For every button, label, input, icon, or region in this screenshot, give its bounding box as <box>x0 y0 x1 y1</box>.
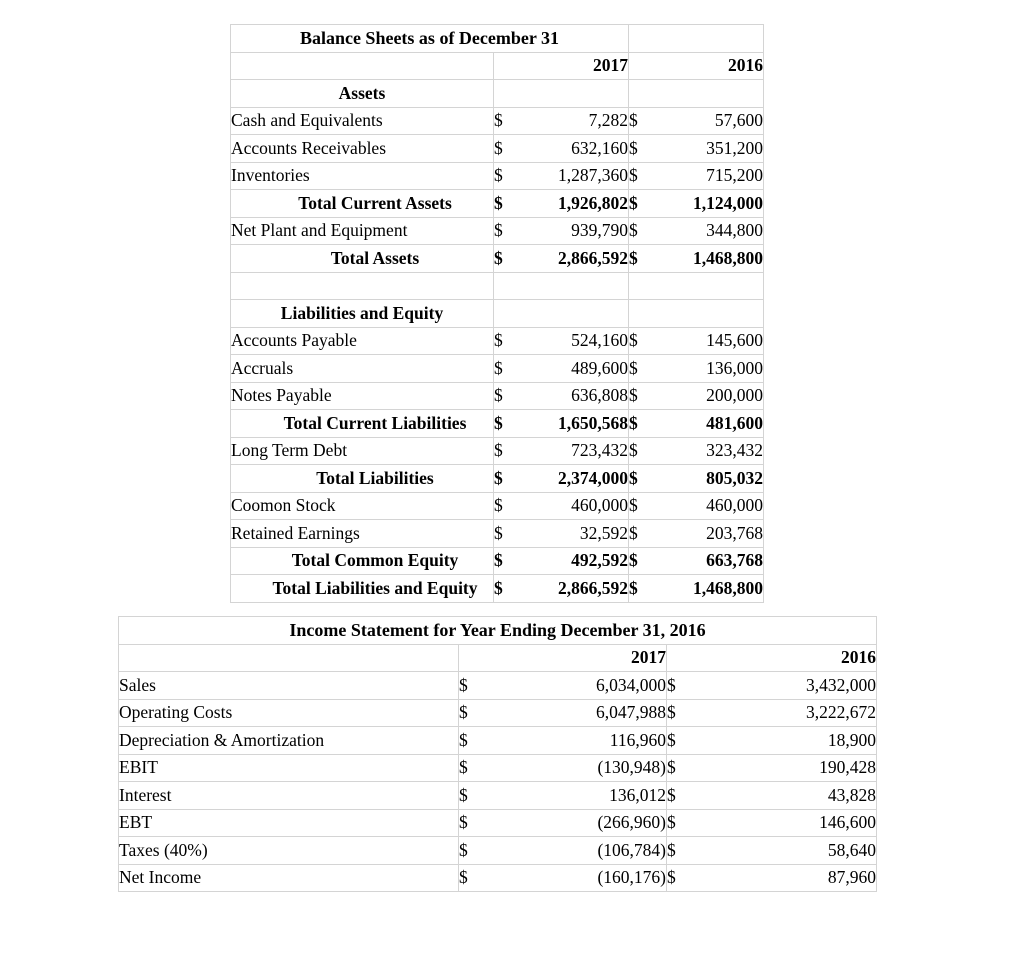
currency-symbol: $ <box>494 247 503 268</box>
currency-symbol: $ <box>459 784 468 805</box>
currency-symbol: $ <box>629 330 638 350</box>
table-row-title <box>231 25 764 53</box>
row-value-2017 <box>459 782 667 810</box>
row-value-2016 <box>629 382 764 410</box>
table-row <box>231 382 764 410</box>
table-row <box>231 135 764 163</box>
currency-symbol: $ <box>494 522 503 543</box>
amount: 146,600 <box>819 812 876 832</box>
amount: 1,650,568 <box>558 412 628 433</box>
amount: 1,124,000 <box>693 192 763 213</box>
row-value-2016 <box>629 575 764 603</box>
amount: 145,600 <box>706 330 763 350</box>
currency-symbol: $ <box>494 330 503 350</box>
row-value-2017 <box>494 575 629 603</box>
amount: 1,287,360 <box>558 165 628 185</box>
currency-symbol: $ <box>494 137 503 158</box>
amount: (130,948) <box>597 757 666 777</box>
amount: 805,032 <box>706 467 763 488</box>
currency-symbol: $ <box>494 412 503 433</box>
income-statement-table <box>118 616 877 892</box>
assets-section-header: Assets <box>231 80 494 108</box>
currency-symbol: $ <box>667 674 676 695</box>
currency-symbol: $ <box>667 839 676 860</box>
currency-symbol: $ <box>459 729 468 750</box>
row-label: Total Liabilities and Equity <box>231 575 494 603</box>
row-value-2017 <box>494 135 629 163</box>
currency-symbol: $ <box>667 784 676 805</box>
currency-symbol: $ <box>629 137 638 158</box>
amount: (266,960) <box>597 812 666 832</box>
currency-symbol: $ <box>494 440 503 460</box>
row-label: Accounts Payable <box>231 327 494 355</box>
amount: 489,600 <box>571 357 628 378</box>
table-row-year-headers <box>119 644 877 672</box>
amount: 2,866,592 <box>558 247 628 268</box>
table-row-subtotal <box>119 754 877 782</box>
row-value-2017 <box>494 217 629 245</box>
row-label: Total Assets <box>231 245 494 273</box>
amount: (106,784) <box>597 839 666 860</box>
row-label: Total Common Equity <box>231 547 494 575</box>
currency-symbol: $ <box>629 467 638 488</box>
row-value-2017 <box>459 754 667 782</box>
row-label: Cash and Equivalents <box>231 107 494 135</box>
table-row-assets-header <box>231 80 764 108</box>
row-label: Total Liabilities <box>231 465 494 493</box>
amount: 351,200 <box>706 137 763 158</box>
row-value-2016 <box>629 135 764 163</box>
amount: 1,468,800 <box>693 577 763 598</box>
title-spacer-cell <box>629 25 764 53</box>
amount: 2,374,000 <box>558 467 628 488</box>
row-value-2017 <box>494 520 629 548</box>
row-label: Accounts Receivables <box>231 135 494 163</box>
row-value-2017 <box>459 672 667 700</box>
row-value-2016 <box>667 809 877 837</box>
row-value-2017 <box>494 190 629 218</box>
amount: 32,592 <box>579 522 628 543</box>
table-row <box>119 782 877 810</box>
table-row-total <box>231 575 764 603</box>
row-value-2017 <box>459 699 667 727</box>
currency-symbol: $ <box>494 467 503 488</box>
currency-symbol: $ <box>494 192 503 213</box>
currency-symbol: $ <box>494 550 503 570</box>
row-value-2016 <box>629 355 764 383</box>
currency-symbol: $ <box>629 495 638 515</box>
amount: (160,176) <box>597 867 666 887</box>
row-value-2016 <box>629 245 764 273</box>
row-value-2016 <box>667 754 877 782</box>
row-label: Long Term Debt <box>231 437 494 465</box>
spacer-2016 <box>629 272 764 300</box>
row-value-2016 <box>629 492 764 520</box>
currency-symbol: $ <box>667 757 676 777</box>
currency-symbol: $ <box>494 165 503 185</box>
currency-symbol: $ <box>629 165 638 185</box>
table-row <box>231 217 764 245</box>
currency-symbol: $ <box>629 192 638 213</box>
currency-symbol: $ <box>667 702 676 722</box>
currency-symbol: $ <box>629 522 638 543</box>
row-value-2016 <box>629 465 764 493</box>
row-label: EBIT <box>119 754 459 782</box>
row-value-2016 <box>667 837 877 865</box>
year-header-2017: 2017 <box>494 52 629 80</box>
balance-sheet-table <box>230 24 764 603</box>
row-label: Inventories <box>231 162 494 190</box>
row-label: Sales <box>119 672 459 700</box>
currency-symbol: $ <box>629 577 638 598</box>
amount: 58,640 <box>827 839 876 860</box>
row-value-2017 <box>494 547 629 575</box>
row-label: Total Current Assets <box>231 190 494 218</box>
currency-symbol: $ <box>459 702 468 722</box>
row-value-2017 <box>494 410 629 438</box>
amount: 492,592 <box>571 550 628 570</box>
row-value-2017 <box>494 492 629 520</box>
table-row <box>119 699 877 727</box>
amount: 200,000 <box>706 385 763 405</box>
table-row <box>119 727 877 755</box>
balance-sheet-section <box>230 24 763 603</box>
row-label: Coomon Stock <box>231 492 494 520</box>
row-value-2016 <box>667 699 877 727</box>
row-label: Retained Earnings <box>231 520 494 548</box>
table-row <box>119 672 877 700</box>
row-value-2017 <box>494 107 629 135</box>
row-value-2017 <box>494 382 629 410</box>
currency-symbol: $ <box>494 357 503 378</box>
amount: 57,600 <box>714 110 763 130</box>
currency-symbol: $ <box>494 577 503 598</box>
table-row <box>231 492 764 520</box>
currency-symbol: $ <box>629 412 638 433</box>
amount: 481,600 <box>706 412 763 433</box>
row-value-2017 <box>459 727 667 755</box>
table-row <box>231 437 764 465</box>
amount: 460,000 <box>571 495 628 515</box>
year-header-2017: 2017 <box>459 644 667 672</box>
amount: 663,768 <box>706 550 763 570</box>
amount: 1,926,802 <box>558 192 628 213</box>
amount: 6,034,000 <box>596 674 666 695</box>
row-value-2016 <box>667 727 877 755</box>
row-value-2016 <box>629 547 764 575</box>
amount: 2,866,592 <box>558 577 628 598</box>
table-row-subtotal <box>231 190 764 218</box>
year-header-blank <box>119 644 459 672</box>
table-row-subtotal <box>231 465 764 493</box>
table-row <box>231 327 764 355</box>
table-row <box>231 162 764 190</box>
liab-header-blank-2017 <box>494 300 629 328</box>
row-value-2017 <box>494 355 629 383</box>
assets-header-blank-2017 <box>494 80 629 108</box>
table-row-year-headers <box>231 52 764 80</box>
table-row-total <box>119 864 877 892</box>
currency-symbol: $ <box>629 110 638 130</box>
currency-symbol: $ <box>459 674 468 695</box>
row-value-2016 <box>629 190 764 218</box>
amount: 43,828 <box>827 784 876 805</box>
currency-symbol: $ <box>667 867 676 887</box>
row-label: Interest <box>119 782 459 810</box>
table-row-total <box>231 245 764 273</box>
table-row-subtotal <box>231 410 764 438</box>
row-value-2017 <box>494 327 629 355</box>
currency-symbol: $ <box>629 247 638 268</box>
currency-symbol: $ <box>629 357 638 378</box>
row-value-2017 <box>459 809 667 837</box>
amount: 715,200 <box>706 165 763 185</box>
row-value-2017 <box>494 437 629 465</box>
amount: 116,960 <box>609 729 666 750</box>
amount: 87,960 <box>827 867 876 887</box>
row-label: Notes Payable <box>231 382 494 410</box>
row-label: Net Income <box>119 864 459 892</box>
row-value-2016 <box>629 520 764 548</box>
currency-symbol: $ <box>667 729 676 750</box>
row-label: Total Current Liabilities <box>231 410 494 438</box>
amount: 524,160 <box>571 330 628 350</box>
table-row-liabilities-header <box>231 300 764 328</box>
amount: 344,800 <box>706 220 763 240</box>
year-header-blank <box>231 52 494 80</box>
income-statement-title: Income Statement for Year Ending December 31, 2016 <box>119 617 877 645</box>
row-value-2017 <box>494 162 629 190</box>
currency-symbol: $ <box>459 867 468 887</box>
row-value-2017 <box>494 465 629 493</box>
row-value-2016 <box>667 782 877 810</box>
row-label: Accruals <box>231 355 494 383</box>
year-header-2016: 2016 <box>667 644 877 672</box>
amount: 18,900 <box>827 729 876 750</box>
currency-symbol: $ <box>494 220 503 240</box>
spacer-label <box>231 272 494 300</box>
row-value-2016 <box>629 107 764 135</box>
amount: 7,282 <box>588 110 628 130</box>
amount: 460,000 <box>706 495 763 515</box>
currency-symbol: $ <box>494 495 503 515</box>
row-value-2016 <box>629 410 764 438</box>
row-label: Net Plant and Equipment <box>231 217 494 245</box>
amount: 323,432 <box>706 440 763 460</box>
table-row <box>231 355 764 383</box>
amount: 1,468,800 <box>693 247 763 268</box>
spacer-2017 <box>494 272 629 300</box>
currency-symbol: $ <box>667 812 676 832</box>
row-label: EBT <box>119 809 459 837</box>
balance-sheet-title: Balance Sheets as of December 31 <box>231 25 629 53</box>
currency-symbol: $ <box>494 110 503 130</box>
table-row <box>231 520 764 548</box>
currency-symbol: $ <box>459 812 468 832</box>
liab-header-blank-2016 <box>629 300 764 328</box>
row-value-2016 <box>667 864 877 892</box>
year-header-2016: 2016 <box>629 52 764 80</box>
amount: 136,000 <box>706 357 763 378</box>
currency-symbol: $ <box>459 839 468 860</box>
amount: 3,222,672 <box>806 702 876 722</box>
table-row <box>119 837 877 865</box>
table-row-subtotal <box>119 809 877 837</box>
row-value-2016 <box>629 437 764 465</box>
table-row-spacer <box>231 272 764 300</box>
currency-symbol: $ <box>629 550 638 570</box>
currency-symbol: $ <box>629 220 638 240</box>
row-value-2016 <box>629 217 764 245</box>
row-label: Taxes (40%) <box>119 837 459 865</box>
income-statement-section <box>118 616 876 892</box>
amount: 939,790 <box>571 220 628 240</box>
row-value-2017 <box>494 245 629 273</box>
row-value-2017 <box>459 837 667 865</box>
amount: 636,808 <box>571 385 628 405</box>
currency-symbol: $ <box>629 385 638 405</box>
row-label: Operating Costs <box>119 699 459 727</box>
table-row-title <box>119 617 877 645</box>
row-label: Depreciation & Amortization <box>119 727 459 755</box>
amount: 136,012 <box>609 784 666 805</box>
assets-header-blank-2016 <box>629 80 764 108</box>
currency-symbol: $ <box>459 757 468 777</box>
row-value-2016 <box>629 162 764 190</box>
amount: 723,432 <box>571 440 628 460</box>
liabilities-section-header: Liabilities and Equity <box>231 300 494 328</box>
amount: 632,160 <box>571 137 628 158</box>
amount: 3,432,000 <box>806 674 876 695</box>
row-value-2016 <box>667 672 877 700</box>
table-row <box>231 107 764 135</box>
amount: 6,047,988 <box>596 702 666 722</box>
currency-symbol: $ <box>629 440 638 460</box>
amount: 203,768 <box>706 522 763 543</box>
table-row-subtotal <box>231 547 764 575</box>
row-value-2017 <box>459 864 667 892</box>
amount: 190,428 <box>819 757 876 777</box>
currency-symbol: $ <box>494 385 503 405</box>
row-value-2016 <box>629 327 764 355</box>
